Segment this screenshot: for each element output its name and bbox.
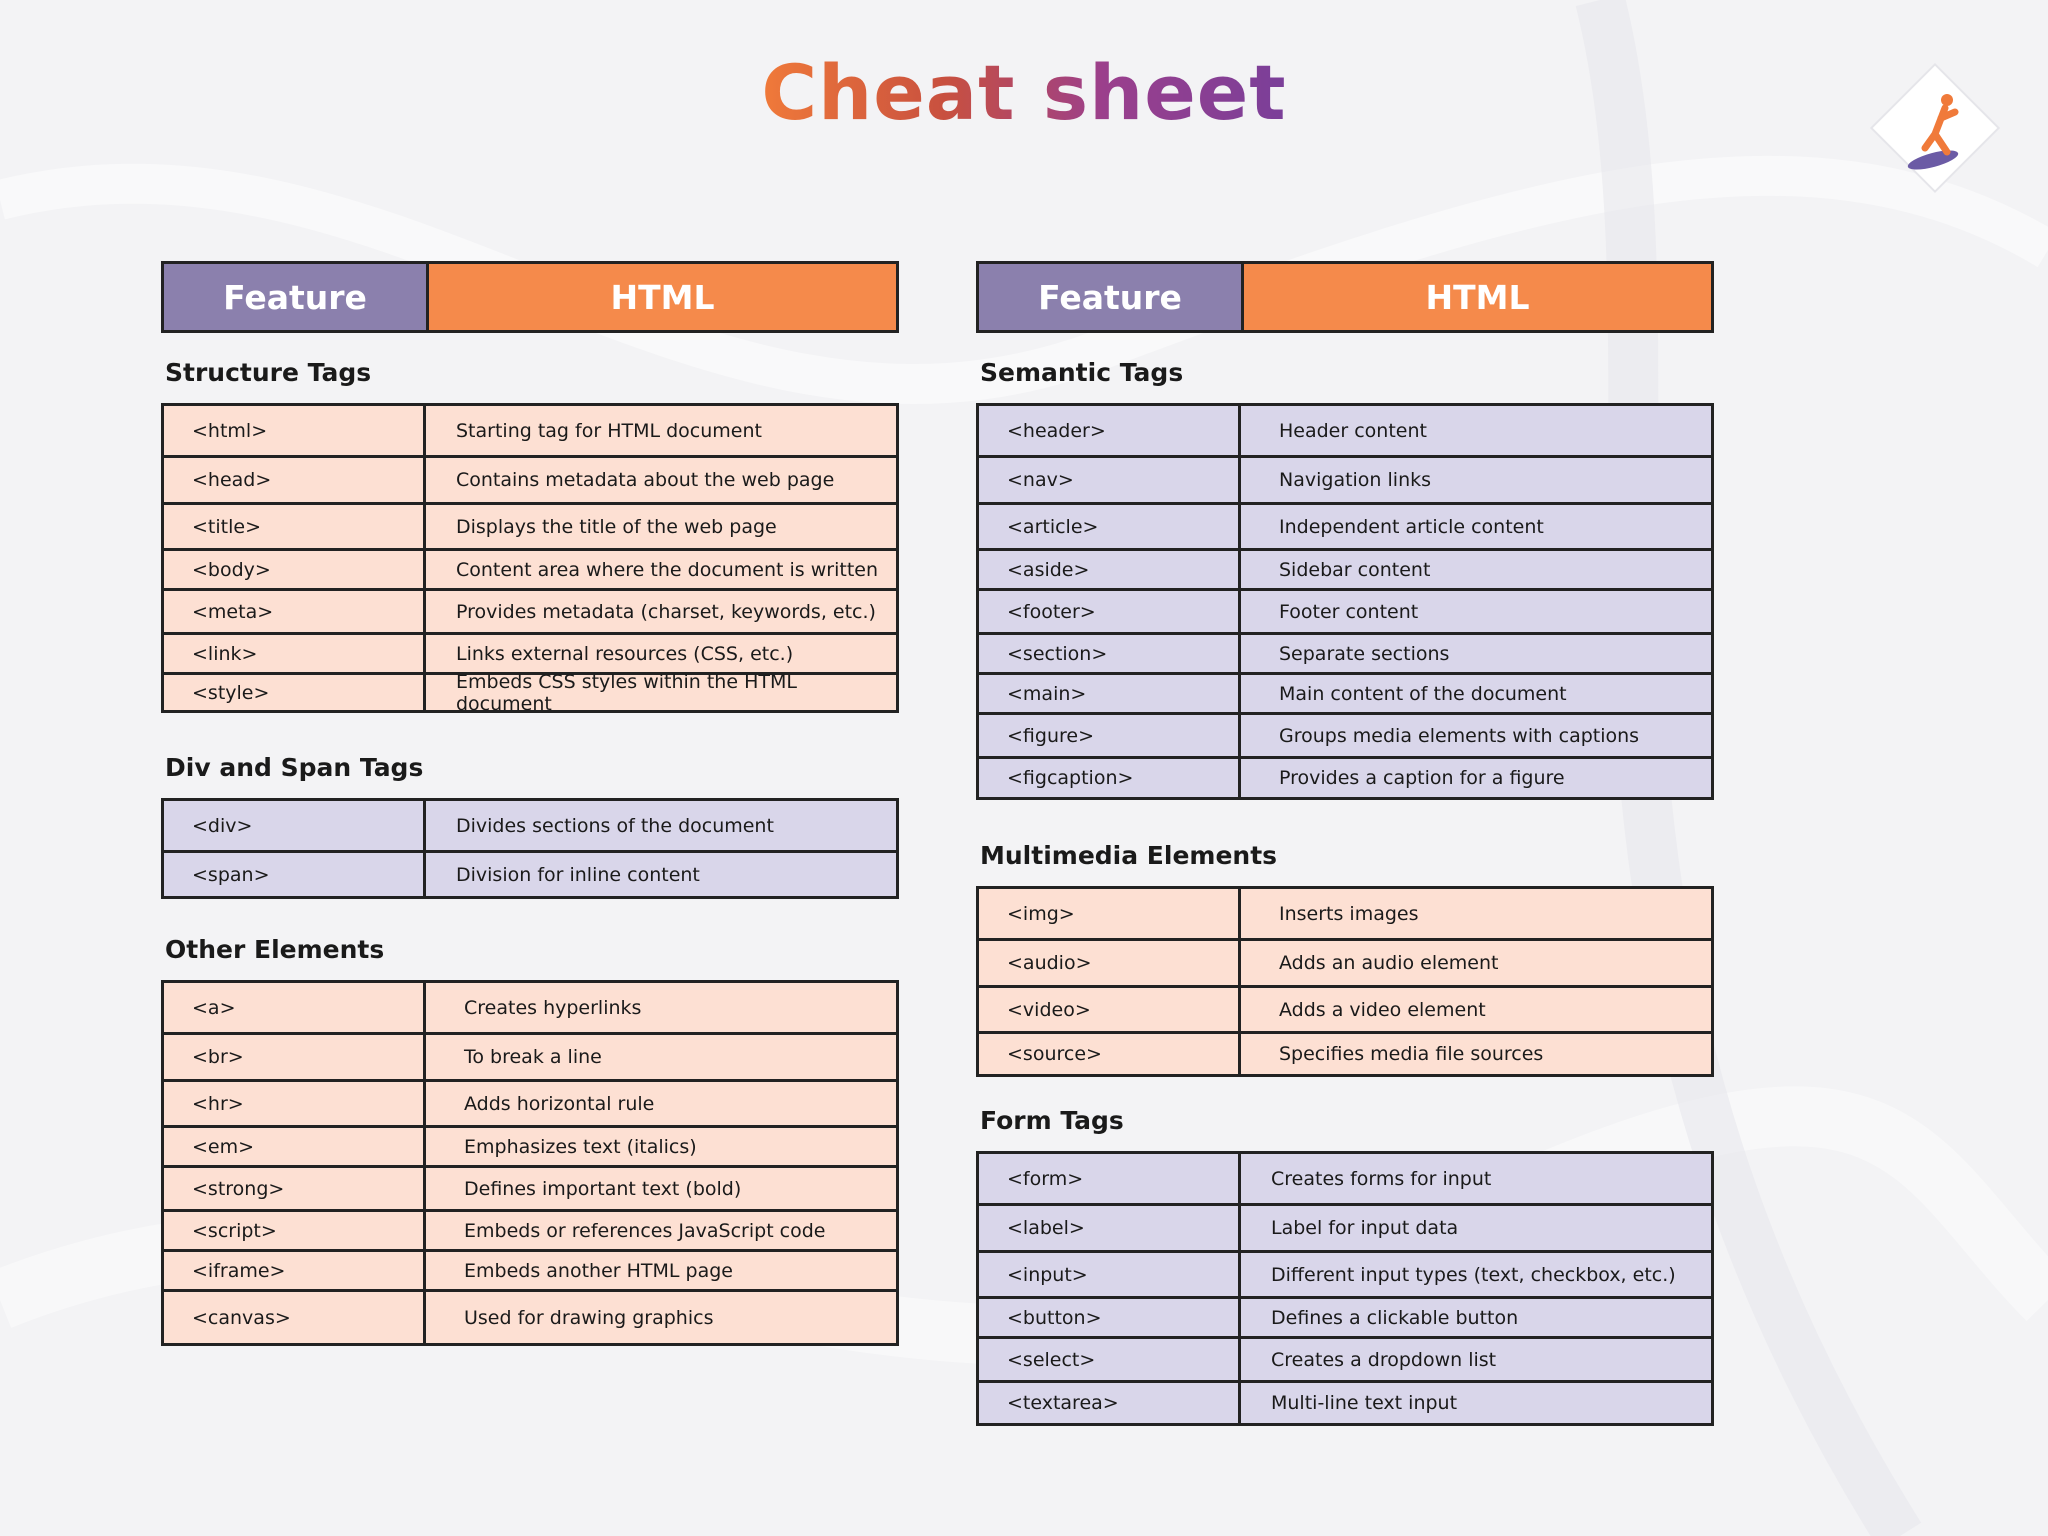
tag-cell: <iframe>	[164, 1252, 426, 1289]
table-structure-tags	[161, 403, 899, 713]
tag-cell: <source>	[979, 1034, 1241, 1074]
tag-cell: <img>	[979, 889, 1241, 938]
table-multimedia-elements	[976, 886, 1714, 1077]
table-row	[979, 1031, 1711, 1074]
description-cell: Sidebar content	[1279, 558, 1431, 581]
tag-cell: <textarea>	[979, 1383, 1241, 1423]
table-row	[164, 1165, 896, 1209]
table-row	[164, 548, 896, 588]
description-cell: Adds horizontal rule	[464, 1092, 655, 1115]
table-row	[979, 938, 1711, 985]
description-cell: Header content	[1279, 419, 1427, 442]
description-cell: Contains metadata about the web page	[456, 469, 835, 491]
tag-cell: <br>	[164, 1035, 426, 1079]
description-cell: Defines a clickable button	[1271, 1306, 1519, 1329]
tag-cell: <main>	[979, 675, 1241, 712]
tag-cell: <figure>	[979, 715, 1241, 756]
table-row	[164, 1289, 896, 1343]
section-title-form: Form Tags	[980, 1106, 1124, 1135]
description-cell: Embeds or references JavaScript code	[464, 1219, 826, 1242]
description-cell: Starting tag for HTML document	[456, 419, 762, 442]
table-row	[979, 1154, 1711, 1203]
description-cell: Provides metadata (charset, keywords, etc.)	[456, 600, 876, 623]
table-row	[979, 455, 1711, 502]
table-semantic-tags	[976, 403, 1714, 800]
tag-cell: <style>	[164, 675, 426, 710]
header-html: HTML	[429, 264, 896, 330]
tag-cell: <meta>	[164, 591, 426, 632]
table-row	[979, 1203, 1711, 1250]
table-row	[979, 756, 1711, 797]
table-row	[979, 406, 1711, 455]
description-cell: Embeds CSS styles within the HTML document	[456, 670, 797, 715]
tag-cell: <body>	[164, 551, 426, 588]
tag-cell: <label>	[979, 1206, 1241, 1250]
table-row	[979, 632, 1711, 672]
table-row	[164, 1079, 896, 1125]
table-row	[164, 801, 896, 850]
table-row	[979, 1296, 1711, 1336]
description-cell: Creates a dropdown list	[1271, 1348, 1497, 1371]
header-feature: Feature	[979, 264, 1244, 330]
table-row	[979, 712, 1711, 756]
description-cell: Main content of the document	[1279, 682, 1567, 705]
table-row	[164, 632, 896, 672]
description-cell: To break a line	[464, 1046, 602, 1068]
section-title-multimedia: Multimedia Elements	[980, 841, 1278, 870]
description-cell: Divides sections of the document	[456, 814, 774, 837]
table-row	[979, 502, 1711, 548]
section-title-structure: Structure Tags	[165, 358, 372, 387]
tag-cell: <article>	[979, 505, 1241, 548]
tag-cell: <em>	[164, 1128, 426, 1165]
tag-cell: <html>	[164, 406, 426, 455]
left-header-row	[161, 261, 899, 333]
description-cell: Displays the title of the web page	[456, 515, 777, 538]
tag-cell: <audio>	[979, 941, 1241, 985]
table-row	[164, 1125, 896, 1165]
table-row	[979, 548, 1711, 588]
description-cell: Adds a video element	[1279, 998, 1486, 1021]
table-row	[164, 588, 896, 632]
description-cell: Emphasizes text (italics)	[464, 1135, 697, 1158]
description-cell: Used for drawing graphics	[464, 1306, 714, 1329]
table-row	[164, 1249, 896, 1289]
section-title-semantic: Semantic Tags	[980, 358, 1184, 387]
tag-cell: <button>	[979, 1299, 1241, 1336]
description-cell: Creates hyperlinks	[464, 996, 642, 1019]
section-title-div-span: Div and Span Tags	[165, 753, 424, 782]
table-row	[164, 670, 896, 715]
table-row	[164, 1032, 896, 1079]
table-other-elements	[161, 980, 899, 1346]
right-header-row	[976, 261, 1714, 333]
description-cell: Creates forms for input	[1271, 1167, 1492, 1190]
table-row	[979, 588, 1711, 632]
tag-cell: <header>	[979, 406, 1241, 455]
description-cell: Links external resources (CSS, etc.)	[456, 642, 794, 665]
header-html: HTML	[1244, 264, 1711, 330]
page-title: Cheat sheet	[761, 48, 1287, 137]
tag-cell: <link>	[164, 635, 426, 672]
tag-cell: <figcaption>	[979, 759, 1241, 797]
description-cell: Provides a caption for a figure	[1279, 767, 1565, 789]
table-div-span-tags	[161, 798, 899, 899]
tag-cell: <a>	[164, 983, 426, 1032]
tag-cell: <title>	[164, 505, 426, 548]
description-cell: Separate sections	[1279, 642, 1450, 665]
tag-cell: <input>	[979, 1253, 1241, 1296]
tag-cell: <video>	[979, 988, 1241, 1031]
table-row	[164, 502, 896, 548]
description-cell: Footer content	[1279, 600, 1419, 623]
tag-cell: <aside>	[979, 551, 1241, 588]
description-cell: Independent article content	[1279, 515, 1544, 538]
tag-cell: <head>	[164, 458, 426, 502]
table-row	[979, 672, 1711, 712]
description-cell: Defines important text (bold)	[464, 1177, 742, 1200]
tag-cell: <form>	[979, 1154, 1241, 1203]
tag-cell: <section>	[979, 635, 1241, 672]
table-row	[979, 889, 1711, 938]
description-cell: Embeds another HTML page	[464, 1259, 733, 1282]
description-cell: Navigation links	[1279, 469, 1432, 491]
section-title-other: Other Elements	[165, 935, 385, 964]
runner-diamond-logo-icon	[1855, 48, 2015, 208]
tag-cell: <script>	[164, 1212, 426, 1249]
description-cell: Label for input data	[1271, 1217, 1459, 1239]
table-row	[164, 455, 896, 502]
description-cell: Inserts images	[1279, 902, 1419, 925]
tag-cell: <hr>	[164, 1082, 426, 1125]
table-row	[164, 1209, 896, 1249]
table-row	[164, 850, 896, 896]
description-cell: Different input types (text, checkbox, etc.)	[1271, 1263, 1676, 1286]
description-cell: Content area where the document is written	[456, 558, 879, 581]
table-row	[164, 983, 896, 1032]
tag-cell: <canvas>	[164, 1292, 426, 1343]
table-form-tags	[976, 1151, 1714, 1426]
table-row	[979, 1380, 1711, 1423]
header-feature: Feature	[164, 264, 429, 330]
table-row	[979, 1250, 1711, 1296]
tag-cell: <strong>	[164, 1168, 426, 1209]
description-cell: Multi-line text input	[1271, 1392, 1458, 1414]
tag-cell: <nav>	[979, 458, 1241, 502]
description-cell: Division for inline content	[456, 863, 700, 886]
description-cell: Adds an audio element	[1279, 952, 1499, 974]
table-row	[979, 1336, 1711, 1380]
tag-cell: <div>	[164, 801, 426, 850]
description-cell: Groups media elements with captions	[1279, 724, 1640, 747]
tag-cell: <span>	[164, 853, 426, 896]
tag-cell: <select>	[979, 1339, 1241, 1380]
description-cell: Specifies media file sources	[1279, 1043, 1544, 1065]
tag-cell: <footer>	[979, 591, 1241, 632]
table-row	[979, 985, 1711, 1031]
table-row	[164, 406, 896, 455]
